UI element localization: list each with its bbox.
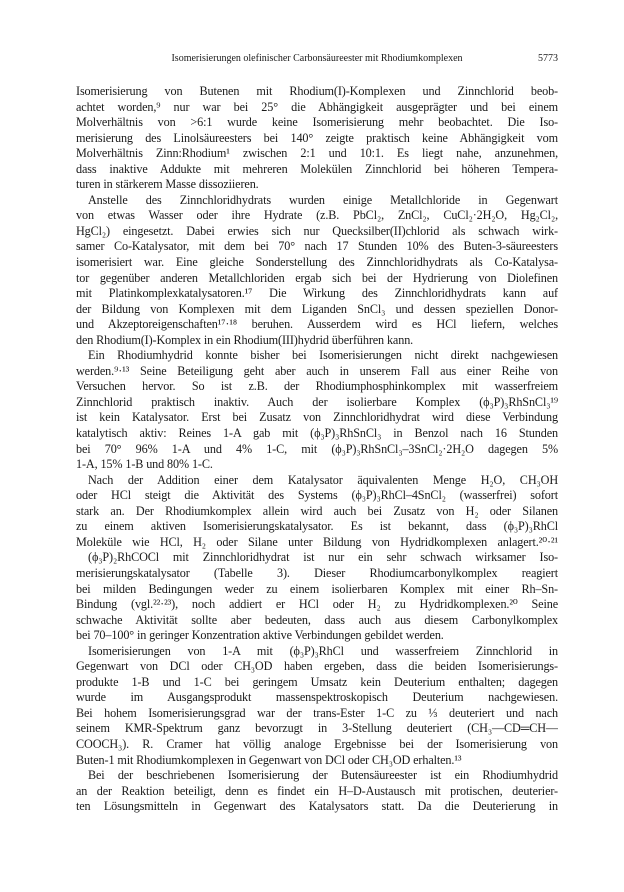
- text-line: Buten-1 mit Rhodiumkomplexen in Gegenwart von DCl oder CH₃OD erhalten.¹³: [76, 752, 462, 767]
- text-line: ist kein Katalysator. Erst bei Zusatz von Zinnchloridhydrat wird diese Verbindung: [76, 410, 558, 425]
- text-line: an der Reaktion beteiligt, denn es findet ein H–D-Austausch mit protischen, deuterier-: [76, 783, 558, 798]
- text-line: bei 70° 96% 1-A und 4% 1-C, mit (ϕ₃P)₃RhSnCl₃–3SnCl₂·2H₂O dagegen 5%: [76, 441, 558, 456]
- text-line: Moleküle wie HCl, H₂ oder Silane unter Bildung von Hydridkomplexen anlagert.²⁰·²¹: [76, 534, 558, 549]
- text-line: achtet worden,⁹ nur war bei 25° die Abhängigkeit ausgeprägter und bei einem: [76, 99, 558, 114]
- text-line: der Bildung von Komplexen mit dem Liganden SnCl₃ und dessen speziellen Donor-: [76, 301, 558, 316]
- text-line: katalytisch aktiv: Reines 1-A gab mit (ϕ₃P)₃RhSnCl₃ in Benzol nach 16 Stunden: [76, 426, 558, 441]
- text-line: und Akzeptoreigenschaften¹⁷·¹⁸ beruhen. Ausserdem wird es HCl liefern, welches: [76, 317, 558, 332]
- text-line: werden.⁹·¹³ Seine Beteiligung geht aber auch in unserem Fall aus einer Reihe von: [76, 363, 558, 378]
- text-line: zu einem aktiven Isomerisierungskatalysator. Es ist bekannt, dass (ϕ₃P)₃RhCl: [76, 519, 558, 534]
- text-line: Molverhältnis von >6:1 wurde keine Isomerisierung mehr beobachtet. Die Iso-: [76, 115, 558, 130]
- text-line: bei 70–100° in geringer Konzentration aktive Verbindungen gebildet werden.: [76, 628, 444, 643]
- text-line: dass inaktive Addukte mit mehreren Molekülen Zinnchlorid bei höheren Tempera-: [76, 161, 558, 176]
- text-line: Anstelle des Zinnchloridhydrats wurden einige Metallchloride in Gegenwart: [88, 192, 558, 207]
- text-line: wurde im Ausgangsprodukt massenspektroskopisch Deuterium nachgewiesen.: [76, 690, 558, 705]
- text-line: Ein Rhodiumhydrid konnte bisher bei Isomerisierungen nicht direkt nachgewiesen: [88, 348, 558, 363]
- text-line: oder HCl steigt die Aktivität des Systems (ϕ₃P)₃RhCl–4SnCl₂ (wasserfrei) sofort: [76, 488, 558, 503]
- text-line: turen in stärkerem Masse dissoziieren.: [76, 177, 259, 192]
- body-text: [76, 84, 558, 815]
- text-line: merisierung des Linolsäureesters bei 140° zeigte praktisch keine Abhängigkeit vom: [76, 130, 558, 145]
- text-line: merisierungskatalysator (Tabelle 3). Dieser Rhodiumcarbonylkomplex reagiert: [76, 565, 558, 580]
- text-line: (ϕ₃P)₂RhCOCl mit Zinnchloridhydrat ist nur ein sehr schwach wirksamer Iso-: [88, 550, 558, 565]
- text-line: Gegenwart von DCl oder CH₃OD haben ergeben, dass die beiden Isomerisierungs-: [76, 659, 558, 674]
- running-title: Isomerisierungen olefinischer Carbonsäureester mit Rhodiumkomplexen: [171, 53, 463, 64]
- page-number: 5773: [538, 53, 558, 64]
- text-line: Isomerisierungen von 1-A mit (ϕ₃P)₃RhCl und wasserfreiem Zinnchlorid in: [88, 643, 558, 658]
- text-line: ten Lösungsmitteln in Gegenwart des Katalysators statt. Da die Deuterierung in: [76, 799, 558, 814]
- text-line: HgCl₂) eingesetzt. Dabei erwies sich nur Quecksilber(II)chlorid als schwach wirk-: [76, 223, 558, 238]
- text-line: tor gegenüber anderen Metallchloriden ergab sich bei der Hydrierung von Diolefinen: [76, 270, 558, 285]
- text-line: von etwas Wasser oder ihre Hydrate (z.B. PbCl₂, ZnCl₂, CuCl₂·2H₂O, Hg₂Cl₂,: [76, 208, 558, 223]
- text-line: mit Platinkomplexkatalysatoren.¹⁷ Die Wirkung des Zinnchloridhydrats kann auf: [76, 286, 558, 301]
- text-line: samer Co-Katalysator, mit dem bei 70° nach 17 Stunden 10% des Buten-3-säureesters: [76, 239, 558, 254]
- text-line: bei milden Bedingungen weder zu einem isolierbaren Komplex mit einer Rh–Sn-: [76, 581, 558, 596]
- text-line: den Rhodium(I)-Komplex in ein Rhodium(III)hydrid überführen kann.: [76, 332, 414, 347]
- text-line: seinem KMR-Spektrum ganz bevorzugt in 3-Stellung deuteriert (CH₃—CD═CH—: [76, 721, 558, 736]
- text-line: Bei der beschriebenen Isomerisierung der Butensäureester ist ein Rhodiumhydrid: [88, 768, 558, 783]
- text-line: COOCH₃). R. Cramer hat völlig analoge Ergebnisse bei der Isomerisierung von: [76, 736, 558, 751]
- text-line: Zinnchlorid praktisch inaktiv. Auch der isolierbare Komplex (ϕ₃P)₃RhSnCl₃¹⁹: [76, 394, 558, 409]
- text-line: Bei hohem Isomerisierungsgrad war der trans-Ester 1-C zu ⅓ deuteriert und nach: [76, 705, 558, 720]
- text-line: Nach der Addition einer dem Katalysator äquivalenten Menge H₂O, CH₃OH: [88, 472, 558, 487]
- text-line: stark an. Der Rhodiumkomplex allein wird auch bei Zusatz von H₂ oder Silanen: [76, 503, 558, 518]
- text-line: isomerisiert war. Eine gleiche Sonderstellung des Zinnchloridhydrats als Co-Katalysa-: [76, 255, 558, 270]
- text-line: Versuchen hervor. So ist z.B. der Rhodiumphosphinkomplex mit wasserfreiem: [76, 379, 558, 394]
- text-line: Molverhältnis Zinn:Rhodium¹ zwischen 2:1 und 10:1. Es liegt nahe, anzunehmen,: [76, 146, 558, 161]
- text-line: Bindung (vgl.²²·²³), noch addiert er HCl oder H₂ zu Hydridkomplexen.²⁰ Seine: [76, 597, 558, 612]
- text-line: Isomerisierung von Butenen mit Rhodium(I)-Komplexen und Zinnchlorid beob-: [76, 84, 558, 98]
- page-header: [76, 53, 558, 67]
- text-line: schwache Aktivität sollte aber bedeuten, dass auch aus diesem Carbonylkomplex: [76, 612, 558, 627]
- text-line: produkte 1-B und 1-C bei geringem Umsatz kein Deuterium enthalten; dagegen: [76, 674, 558, 689]
- text-line: 1-A, 15% 1-B und 80% 1-C.: [76, 457, 213, 472]
